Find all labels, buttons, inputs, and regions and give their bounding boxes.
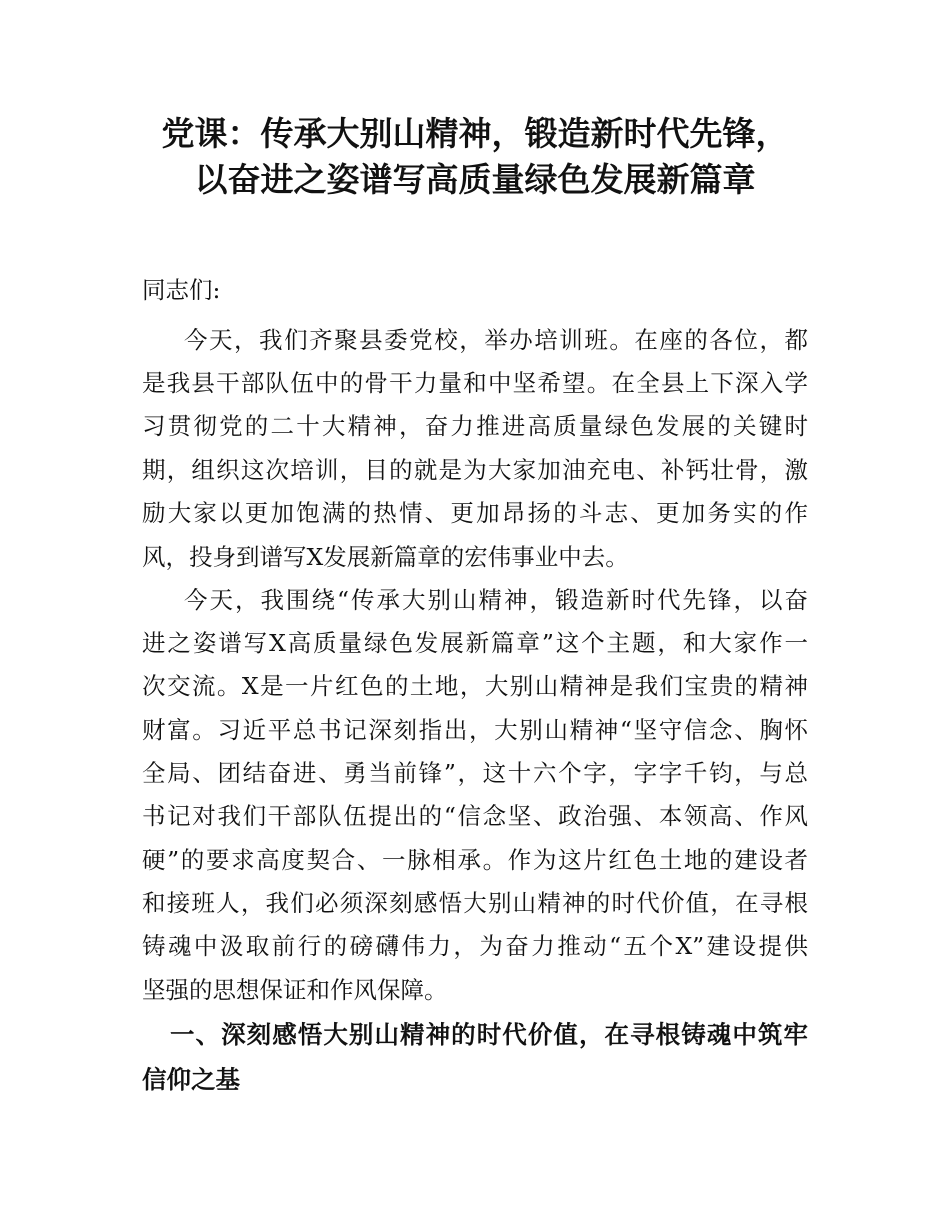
heading-line: 信仰之基 — [142, 1065, 240, 1094]
paragraph-line: 财富。习近平总书记深刻指出，大别山精神“坚守信念、胸怀 — [142, 716, 808, 744]
paragraph-line: 进之姿谱写X高质量绿色发展新篇章”这个主题，和大家作一 — [142, 629, 808, 657]
paragraph-line: 和接班人，我们必须深刻感悟大别山精神的时代价值，在寻根 — [142, 889, 808, 917]
document-title-line-1: 党课：传承大别山精神，锻造新时代先锋， — [161, 114, 789, 153]
document-title-line-2: 以奋进之姿谱写高质量绿色发展新篇章 — [194, 160, 756, 199]
paragraph-line: 次交流。X是一片红色的土地，大别山精神是我们宝贵的精神 — [142, 672, 808, 700]
paragraph-line: 今天，我围绕“传承大别山精神，锻造新时代先锋，以奋 — [184, 586, 808, 614]
paragraph-line: 硬”的要求高度契合、一脉相承。作为这片红色土地的建设者 — [142, 846, 808, 874]
paragraph-line: 书记对我们干部队伍提出的“信念坚、政治强、本领高、作风 — [142, 802, 808, 830]
paragraph-line: 是我县干部队伍中的骨干力量和中坚希望。在全县上下深入学 — [142, 369, 808, 397]
paragraph-line: 铸魂中汲取前行的磅礴伟力，为奋力推动“五个X”建设提供 — [142, 932, 808, 960]
paragraph-line: 习贯彻党的二十大精神，奋力推进高质量绿色发展的关键时 — [142, 412, 808, 440]
paragraph-line: 全局、团结奋进、勇当前锋”，这十六个字，字字千钧，与总 — [142, 759, 808, 787]
greeting: 同志们: — [142, 276, 221, 304]
paragraph-line: 期，组织这次培训，目的就是为大家加油充电、补钙壮骨，激 — [142, 456, 808, 484]
paragraph-line: 励大家以更加饱满的热情、更加昂扬的斗志、更加务实的作 — [142, 499, 808, 527]
paragraph-line: 风，投身到谱写X发展新篇章的宏伟事业中去。 — [142, 543, 629, 571]
heading-line: 一、深刻感悟大别山精神的时代价值，在寻根铸魂中筑牢 — [170, 1020, 808, 1049]
paragraph-line: 今天，我们齐聚县委党校，举办培训班。在座的各位，都 — [184, 326, 808, 354]
paragraph-line: 坚强的思想保证和作风保障。 — [142, 976, 448, 1004]
